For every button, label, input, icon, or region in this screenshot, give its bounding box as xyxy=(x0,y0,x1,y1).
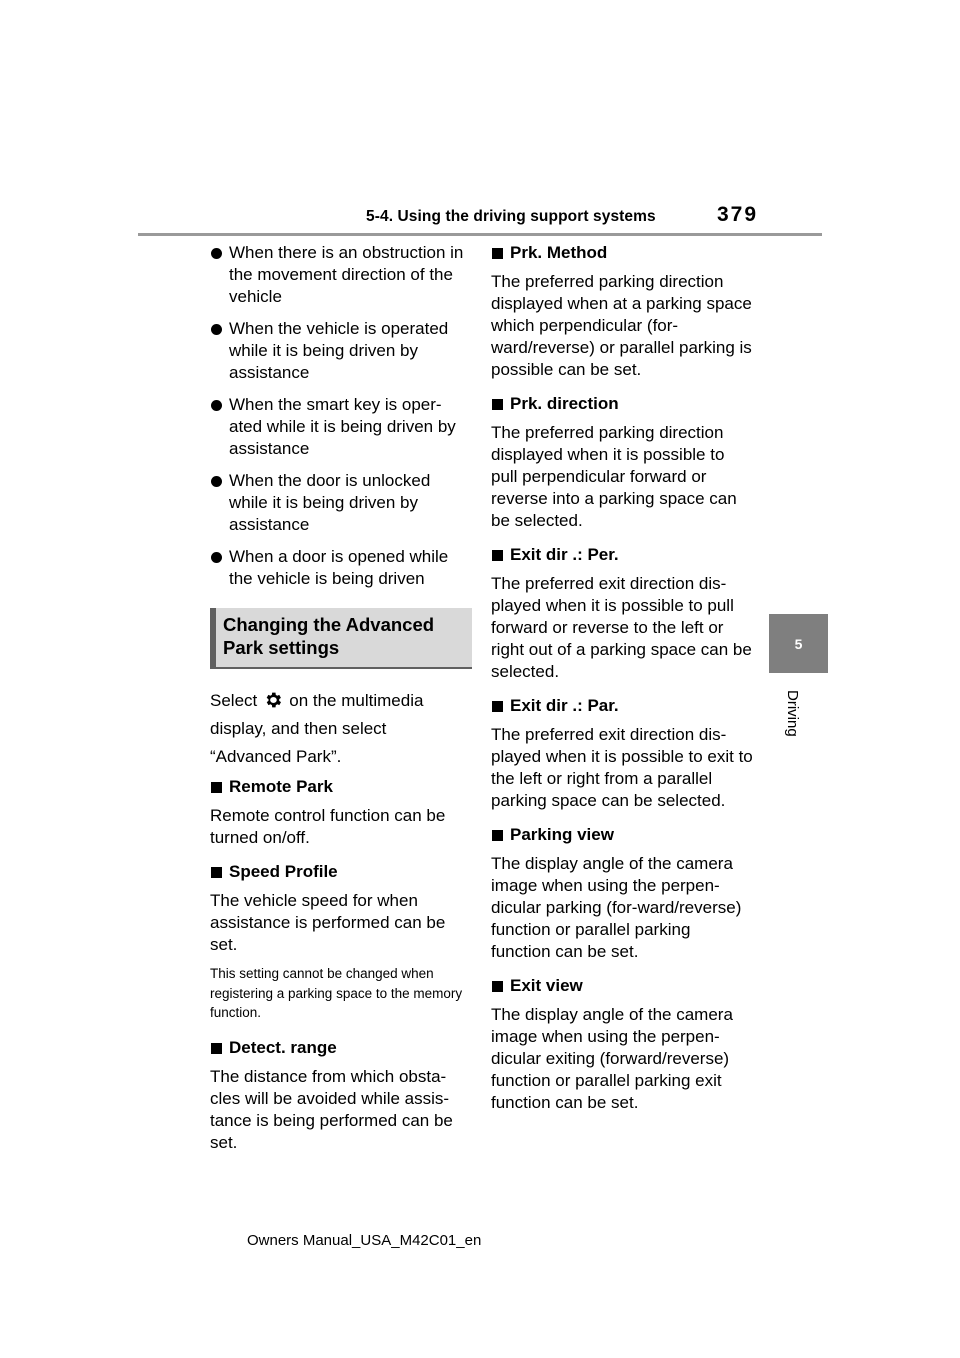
left-column xyxy=(210,240,472,1166)
intro-text-before: Select xyxy=(210,691,258,710)
footer-manual-id: Owners Manual_USA_M42C01_en xyxy=(247,1232,482,1249)
setting-description: The preferred parking direction displayed when at a parking space which perpendicular (for-ward/reverse) or parallel parking is possible can be set. xyxy=(491,272,752,379)
gear-icon xyxy=(263,690,283,710)
setting-description: The display angle of the camera image when using the perpen-dicular exiting (forward/reverse) function or parallel parking exit function can be set. xyxy=(491,1005,733,1112)
chapter-tab[interactable] xyxy=(769,614,828,673)
setting-heading: Detect. range xyxy=(210,1037,472,1059)
setting-description: The preferred parking direction displayed when it is possible to pull perpendicular forward or reverse into a parking space can be selected. xyxy=(491,423,737,530)
page-number: 379 xyxy=(717,203,759,226)
list-item: When there is an obstruction in the movement direction of the vehicle xyxy=(210,242,472,308)
chapter-label: Driving xyxy=(784,690,801,737)
setting-heading: Exit view xyxy=(491,975,753,997)
setting-description: The distance from which obsta-cles will be avoided while assis-tance is being performed can be set. xyxy=(210,1066,453,1152)
setting-description: The preferred exit direction dis-played when it is possible to exit to the left or right from a parallel parking space can be selected. xyxy=(491,725,753,810)
setting-heading: Exit dir .: Per. xyxy=(491,544,753,566)
setting-description: Remote control function can be turned on/off. xyxy=(210,806,446,847)
intro-paragraph xyxy=(210,687,472,771)
list-item: When the vehicle is operated while it is being driven by assistance xyxy=(210,318,472,384)
setting-heading: Remote Park xyxy=(210,776,472,798)
setting-heading: Exit dir .: Par. xyxy=(491,695,753,717)
list-item: When a door is opened while the vehicle is being driven xyxy=(210,546,472,590)
section-heading: Changing the Advanced Park settings xyxy=(223,614,435,658)
list-item: When the door is unlocked while it is being driven by assistance xyxy=(210,470,472,536)
intro-text-after: on the multimedia display, and then select “Advanced Park”. xyxy=(210,691,424,766)
setting-note: This setting cannot be changed when registering a parking space to the memory function. xyxy=(210,966,463,1020)
setting-description: The vehicle speed for when assistance is performed can be set. xyxy=(210,891,446,954)
section-header-title: 5-4. Using the driving support systems xyxy=(366,208,656,225)
list-item: When the smart key is oper-ated while it is being driven by assistance xyxy=(210,394,472,460)
section-heading-box xyxy=(210,608,472,669)
setting-heading: Prk. Method xyxy=(491,242,753,264)
setting-description: The preferred exit direction dis-played when it is possible to pull forward or reverse to the left or right out of a parking space can be selected. xyxy=(491,574,752,681)
chapter-number: 5 xyxy=(794,635,803,652)
header-divider xyxy=(138,233,822,236)
setting-heading: Prk. direction xyxy=(491,393,753,415)
setting-description: The display angle of the camera image when using the perpen-dicular parking (for-ward/reverse) function or parallel parking function can be set. xyxy=(491,854,742,961)
setting-heading: Parking view xyxy=(491,824,753,846)
setting-heading: Speed Profile xyxy=(210,861,472,883)
right-column xyxy=(491,240,753,1126)
